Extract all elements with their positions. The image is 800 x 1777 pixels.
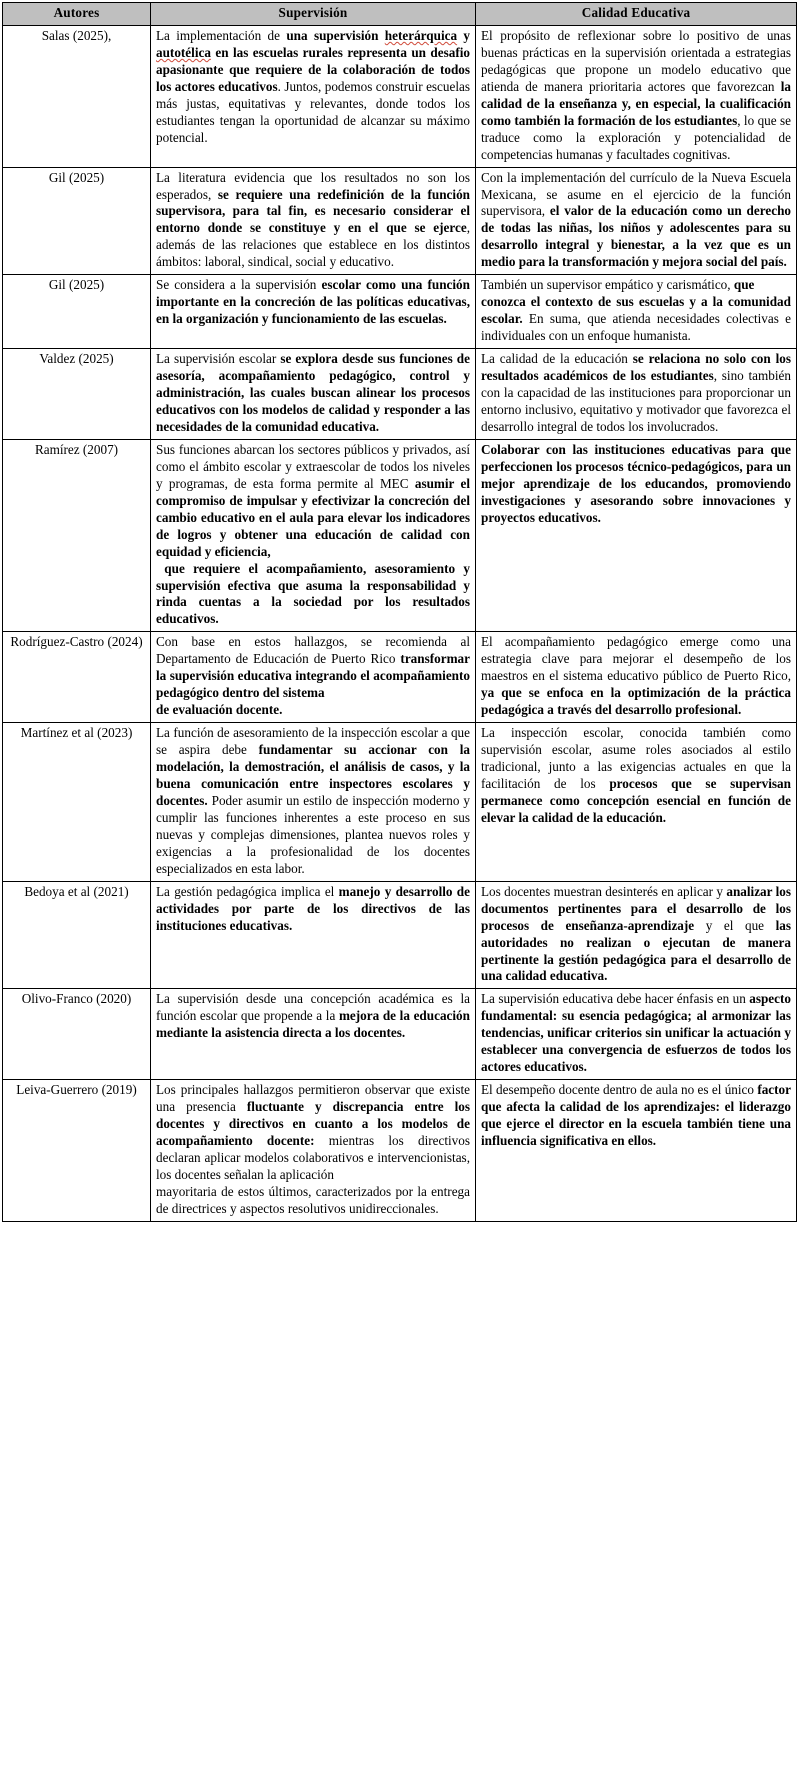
cell-calidad-educativa: El propósito de reflexionar sobre lo positivo de unas buenas prácticas en la supervisión orientada a estrategias pedagógicas que propone un modelo educativo que atienda de manera prioritaria actores que favorezcan la calidad de la enseñanza y, en especial, la cualificación como también la formación de los estudiantes, lo que se traduce como la exploración y potencialidad de competencias humanas y facultades cognitivas. [476,25,797,167]
cell-supervision: Se considera a la supervisión escolar como una función importante en la concreción de las políticas educativas, en la organización y funcionamiento de las escuelas. [151,275,476,349]
cell-autores: Valdez (2025) [3,349,151,440]
cell-supervision: Con base en estos hallazgos, se recomienda al Departamento de Educación de Puerto Rico transformar la supervisión educativa integrando el acompañamiento pedagógico dentro del sistema de evaluación docente. [151,632,476,723]
table-row [3,881,797,989]
cell-supervision: La función de asesoramiento de la inspección escolar a que se aspira debe fundamentar su accionar con la modelación, la demostración, el análisis de casos, y la buena comunicación entre inspectores escolares y docentes. Poder asumir un estilo de inspección moderno y cumplir las funciones inherentes a este proceso en sus nuevas y complejas dimensiones, plantea nuevos roles y exigencias a la profesionalidad de los docentes especializados en esta labor. [151,723,476,882]
table-row [3,349,797,440]
cell-autores: Leiva-Guerrero (2019) [3,1080,151,1222]
cell-calidad-educativa: También un supervisor empático y carismático, que conozca el contexto de sus escuelas y a la comunidad escolar. En suma, que atienda necesidades colectivas e individuales con un enfoque humanista. [476,275,797,349]
table-body [3,25,797,1221]
cell-autores: Ramírez (2007) [3,439,151,631]
cell-supervision: La supervisión escolar se explora desde sus funciones de asesoría, acompañamiento pedagógico, control y administración, las cuales buscan alinear los procesos educativos con los modelos de calidad y responder a las necesidades de la comunidad educativa. [151,349,476,440]
table-header-row [3,3,797,26]
column-header-autores: Autores [3,3,151,26]
cell-calidad-educativa: Con la implementación del currículo de la Nueva Escuela Mexicana, se asume en el ejercicio de la función supervisora, el valor de la educación como un derecho de todas las niñas, los niños y adolescentes para su desarrollo integral y bienestar, a la vez que es un medio para la transformación y mejora social del país. [476,167,797,275]
cell-supervision: La literatura evidencia que los resultados no son los esperados, se requiere una redefinición de la función supervisora, para tal fin, es necesario considerar el entorno donde se constituye y en el que se ejerce, además de las relaciones que establece en los distintos ámbitos: laboral, sindical, social y educativo. [151,167,476,275]
cell-calidad-educativa: Colaborar con las instituciones educativas para que perfeccionen los procesos técnico-pedagógicos, para un mejor aprendizaje de los educandos, promoviendo investigaciones y asesorando sobre innovaciones y proyectos educativos. [476,439,797,631]
cell-autores: Gil (2025) [3,275,151,349]
table-row [3,723,797,882]
table-row [3,632,797,723]
cell-calidad-educativa: El acompañamiento pedagógico emerge como una estrategia clave para mejorar el desempeño de los maestros en el sistema educativo público de Puerto Rico, ya que se enfoca en la optimización de la práctica pedagógica a través del desarrollo profesional. [476,632,797,723]
cell-autores: Salas (2025), [3,25,151,167]
cell-autores: Martínez et al (2023) [3,723,151,882]
cell-supervision: Sus funciones abarcan los sectores públicos y privados, así como el ámbito escolar y extraescolar de todos los niveles y programas, de esta forma permite al MEC asumir el compromiso de impulsar y efectivizar la concreción del cambio educativo en el aula para elevar los indicadores de logros y obtener una educación de calidad con equidad y eficiencia, que requiere el acompañamiento, asesoramiento y supervisión efectiva que asuma la responsabilidad y rinda cuentas a la sociedad por los resultados educativos. [151,439,476,631]
table-row [3,275,797,349]
cell-calidad-educativa: Los docentes muestran desinterés en aplicar y analizar los documentos pertinentes para el desarrollo de los procesos de enseñanza-aprendizaje y el que las autoridades no realizan o ejecutan de manera pertinente la gestión pedagógica para el desarrollo de una calidad educativa. [476,881,797,989]
cell-autores: Bedoya et al (2021) [3,881,151,989]
cell-calidad-educativa: La inspección escolar, conocida también como supervisión escolar, asume roles asociados al estilo tradicional, junto a las exigencias actuales en que la facilitación de los procesos que se supervisan permanece como concepción esencial en función de elevar la calidad de la educación. [476,723,797,882]
cell-autores: Gil (2025) [3,167,151,275]
cell-calidad-educativa: La supervisión educativa debe hacer énfasis en un aspecto fundamental: su esencia pedagógica; al armonizar las tendencias, unificar criterios sin unificar la actuación y establecer una convergencia de esfuerzos de todos los actores educativos. [476,989,797,1080]
table-row [3,25,797,167]
cell-supervision: La implementación de una supervisión heterárquica y autotélica en las escuelas rurales representa un desafio apasionante que requiere de la colaboración de todos los actores educativos. Juntos, podemos construir escuelas más justas, equitativas y relevantes, donde todos los estudiantes tengan la oportunidad de alcanzar su máximo potencial. [151,25,476,167]
column-header-supervision: Supervisión [151,3,476,26]
table-row [3,989,797,1080]
cell-supervision: La gestión pedagógica implica el manejo y desarrollo de actividades por parte de los directivos de las instituciones educativas. [151,881,476,989]
cell-autores: Olivo-Franco (2020) [3,989,151,1080]
cell-autores: Rodríguez-Castro (2024) [3,632,151,723]
table-header [3,3,797,26]
table-row [3,167,797,275]
table-row [3,1080,797,1222]
cell-supervision: La supervisión desde una concepción académica es la función escolar que propende a la mejora de la educación mediante la asistencia directa a los docentes. [151,989,476,1080]
cell-calidad-educativa: La calidad de la educación se relaciona no solo con los resultados académicos de los estudiantes, sino también con la capacidad de las instituciones para proporcionar un entorno inclusivo, equitativo y motivador que favorezca el desarrollo integral de todos los involucrados. [476,349,797,440]
cell-calidad-educativa: El desempeño docente dentro de aula no es el único factor que afecta la calidad de los aprendizajes: el liderazgo que ejerce el director en la escuela también tiene una influencia significativa en ellos. [476,1080,797,1222]
table-row [3,439,797,631]
cell-supervision: Los principales hallazgos permitieron observar que existe una presencia fluctuante y discrepancia entre los docentes y directivos en cuanto a los modelos de acompañamiento docente: mientras los directivos declaran aplicar modelos colaborativos e intervencionistas, los docentes señalan la aplicación mayoritaria de estos últimos, caracterizados por la entrega de directrices y aspectos resolutivos unidireccionales. [151,1080,476,1222]
comparison-table [2,2,797,1222]
column-header-calidad-educativa: Calidad Educativa [476,3,797,26]
